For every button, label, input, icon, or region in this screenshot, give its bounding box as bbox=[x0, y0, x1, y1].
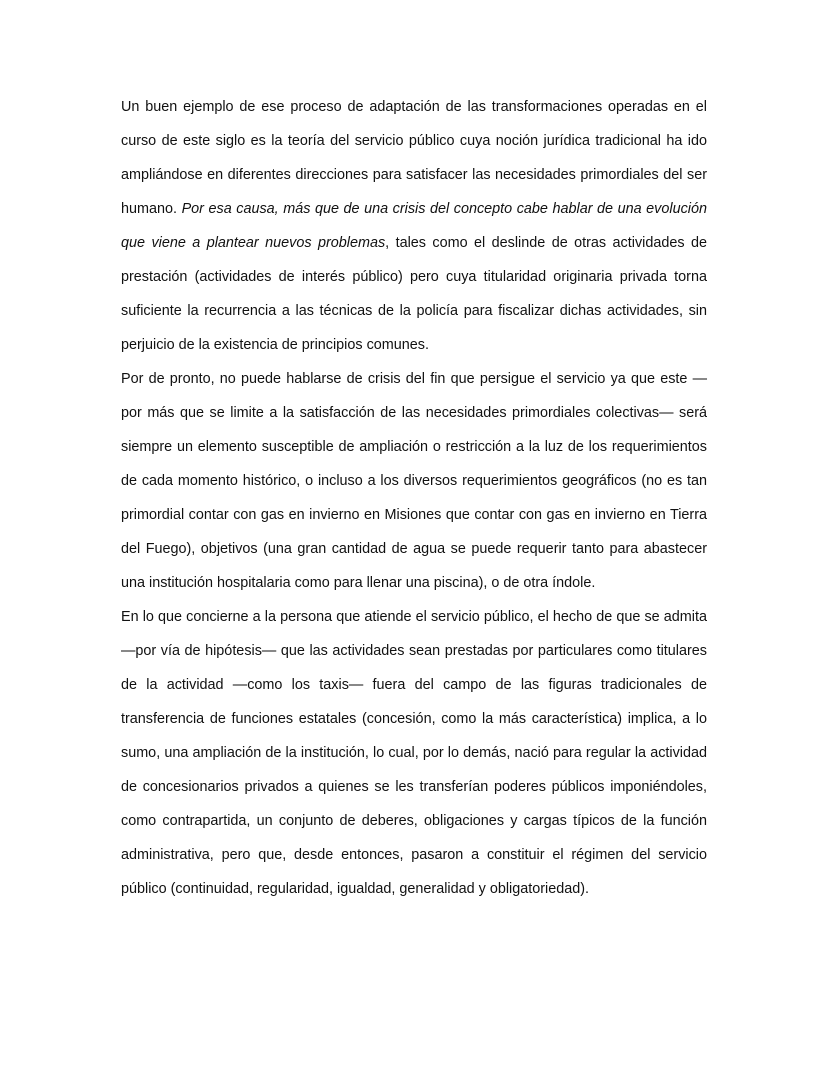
paragraph-1-text-start: Un buen ejemplo de ese proceso de adaptación de las transformaciones operadas en el curso de este siglo es la teoría del servicio público cuya noción jurídica tradicional ha ido ampliándose en diferentes direcciones para satisfacer las necesidades primordiales del ser humano. bbox=[121, 99, 707, 217]
paragraph-1-italic-text: Por esa causa, más que de una crisis del concepto cabe hablar de una evolución que viene a plantear nuevos problemas bbox=[121, 201, 707, 251]
paragraph-2: Por de pronto, no puede hablarse de crisis del fin que persigue el servicio ya que este —por más que se limite a la satisfacción de las necesidades primordiales colectivas— será siempre un elemento susceptible de ampliación o restricción a la luz de los requerimientos de cada momento histórico, o incluso a los diversos requerimientos geográficos (no es tan primordial contar con gas en invierno en Misiones que contar con gas en invierno en Tierra del Fuego), objetivos (una gran cantidad de agua se puede requerir tanto para abastecer una institución hospitalaria como para llenar una piscina), o de otra índole. bbox=[121, 371, 707, 591]
paragraph-1-text-end: , tales como el deslinde de otras actividades de prestación (actividades de interés público) pero cuya titularidad originaria privada torna suficiente la recurrencia a las técnicas de la policía para fiscalizar dichas actividades, sin perjuicio de la existencia de principios comunes. bbox=[121, 235, 707, 353]
paragraph-3: En lo que concierne a la persona que atiende el servicio público, el hecho de que se admita —por vía de hipótesis— que las actividades sean prestadas por particulares como titulares de la actividad —como los taxis— fuera del campo de las figuras tradicionales de transferencia de funciones estatales (concesión, como la más característica) implica, a lo sumo, una ampliación de la institución, lo cual, por lo demás, nació para regular la actividad de concesionarios privados a quienes se les transferían poderes públicos imponiéndoles, como contrapartida, un conjunto de deberes, obligaciones y cargas típicos de la función administrativa, pero que, desde entonces, pasaron a constituir el régimen del servicio público (continuidad, regularidad, igualdad, generalidad y obligatoriedad). bbox=[121, 609, 707, 897]
document-page bbox=[121, 90, 707, 906]
paragraph-1 bbox=[121, 90, 707, 362]
